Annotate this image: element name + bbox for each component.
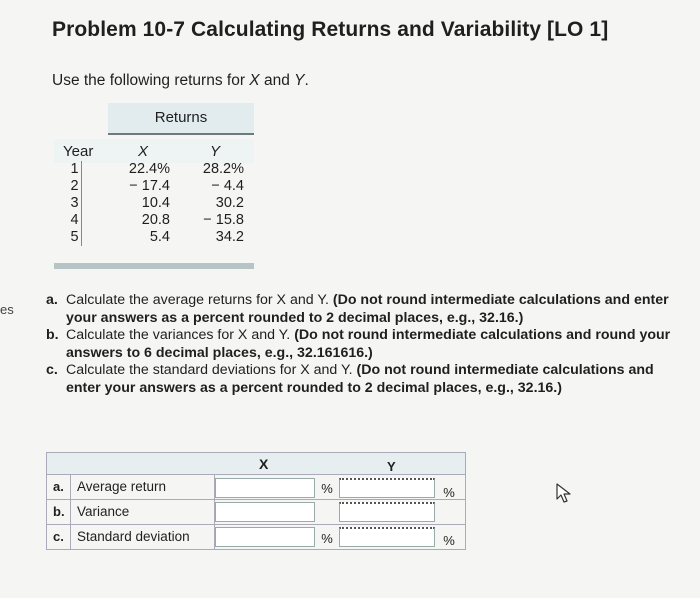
question-body (66, 292, 686, 327)
pointer-cursor-icon (555, 482, 573, 504)
row-letter: a. (47, 475, 71, 499)
x-return-cell: − 17.4 (129, 178, 170, 194)
standard-deviation-y-input[interactable] (339, 527, 435, 547)
question-body (66, 327, 686, 362)
intro-prefix: Use the following returns for (52, 72, 250, 89)
percent-unit: % (321, 531, 333, 546)
intro-and: and (259, 72, 295, 89)
question-instruction: (Do not round intermediate calculations and enter your answers as a percent rounded to 2 decimal places, e.g., 32.16.) (66, 362, 654, 396)
year-column-header: Year (63, 143, 94, 160)
answer-row-standard-deviation (47, 525, 465, 550)
x-returns-column (112, 161, 170, 246)
question-instruction: (Do not round intermediate calculations and enter your answers as a percent rounded to 2 decimal places, e.g., 32.16.) (66, 292, 669, 326)
problem-title: Problem 10-7 Calculating Returns and Variability [LO 1] (52, 18, 609, 41)
average-return-x-input[interactable] (215, 478, 315, 498)
x-return-cell: 5.4 (149, 229, 170, 245)
question-letter: c. (46, 362, 58, 378)
average-return-y-input[interactable] (339, 478, 435, 498)
question-item (46, 327, 686, 362)
answer-y-header: Y (387, 459, 396, 474)
y-return-cell: 34.2 (215, 229, 244, 245)
question-text: Calculate the standard deviations for X and Y. (66, 362, 357, 378)
y-return-cell: 30.2 (215, 195, 244, 211)
returns-table (54, 103, 254, 273)
answer-grid (46, 474, 466, 550)
y-column-header: Y (210, 143, 221, 160)
x-return-cell: 22.4% (128, 161, 170, 177)
percent-unit: % (321, 481, 333, 496)
percent-unit: % (443, 485, 455, 500)
year-cell: 3 (70, 195, 79, 211)
intro-x: X (249, 72, 260, 89)
intro-text (52, 72, 309, 90)
answer-row-variance (47, 500, 465, 525)
question-body (66, 362, 686, 397)
y-return-cell: − 15.8 (203, 212, 244, 228)
year-cell: 2 (70, 178, 79, 194)
sidebar-fragment-text: es (0, 302, 14, 317)
table-bottom-rule (54, 263, 254, 269)
percent-unit: % (443, 533, 455, 548)
row-label: Standard deviation (71, 525, 215, 549)
x-column-header: X (138, 143, 149, 160)
row-label: Average return (71, 475, 215, 499)
row-label: Variance (71, 500, 215, 524)
answer-table (46, 452, 466, 552)
question-text: Calculate the variances for X and Y. (66, 327, 295, 343)
answer-x-header: X (259, 456, 269, 472)
answer-header-row (46, 452, 466, 474)
year-column (68, 161, 82, 246)
x-return-cell: 10.4 (141, 195, 170, 211)
year-cell: 4 (70, 212, 79, 228)
standard-deviation-x-input[interactable] (215, 527, 315, 547)
answer-row-average-return (47, 475, 465, 500)
question-list (46, 292, 686, 397)
y-return-cell: 28.2% (202, 161, 244, 177)
question-item (46, 292, 686, 327)
returns-header-label: Returns (154, 109, 208, 126)
y-return-cell: − 4.4 (211, 178, 244, 194)
returns-header (108, 103, 254, 135)
question-letter: b. (46, 327, 59, 343)
y-returns-column (180, 161, 244, 246)
year-cell: 5 (70, 229, 79, 245)
question-item (46, 362, 686, 397)
question-instruction: (Do not round intermediate calculations and round your answers to 6 decimal places, e.g., 32.161616.) (66, 327, 671, 361)
variance-x-input[interactable] (215, 502, 315, 522)
x-return-cell: 20.8 (141, 212, 170, 228)
variance-y-input[interactable] (339, 502, 435, 522)
year-cell: 1 (70, 161, 79, 177)
question-text: Calculate the average returns for X and Y. (66, 292, 333, 308)
intro-suffix: . (304, 72, 309, 89)
question-letter: a. (46, 292, 58, 308)
intro-y: Y (294, 72, 305, 89)
row-letter: b. (47, 500, 71, 524)
row-letter: c. (47, 525, 71, 549)
